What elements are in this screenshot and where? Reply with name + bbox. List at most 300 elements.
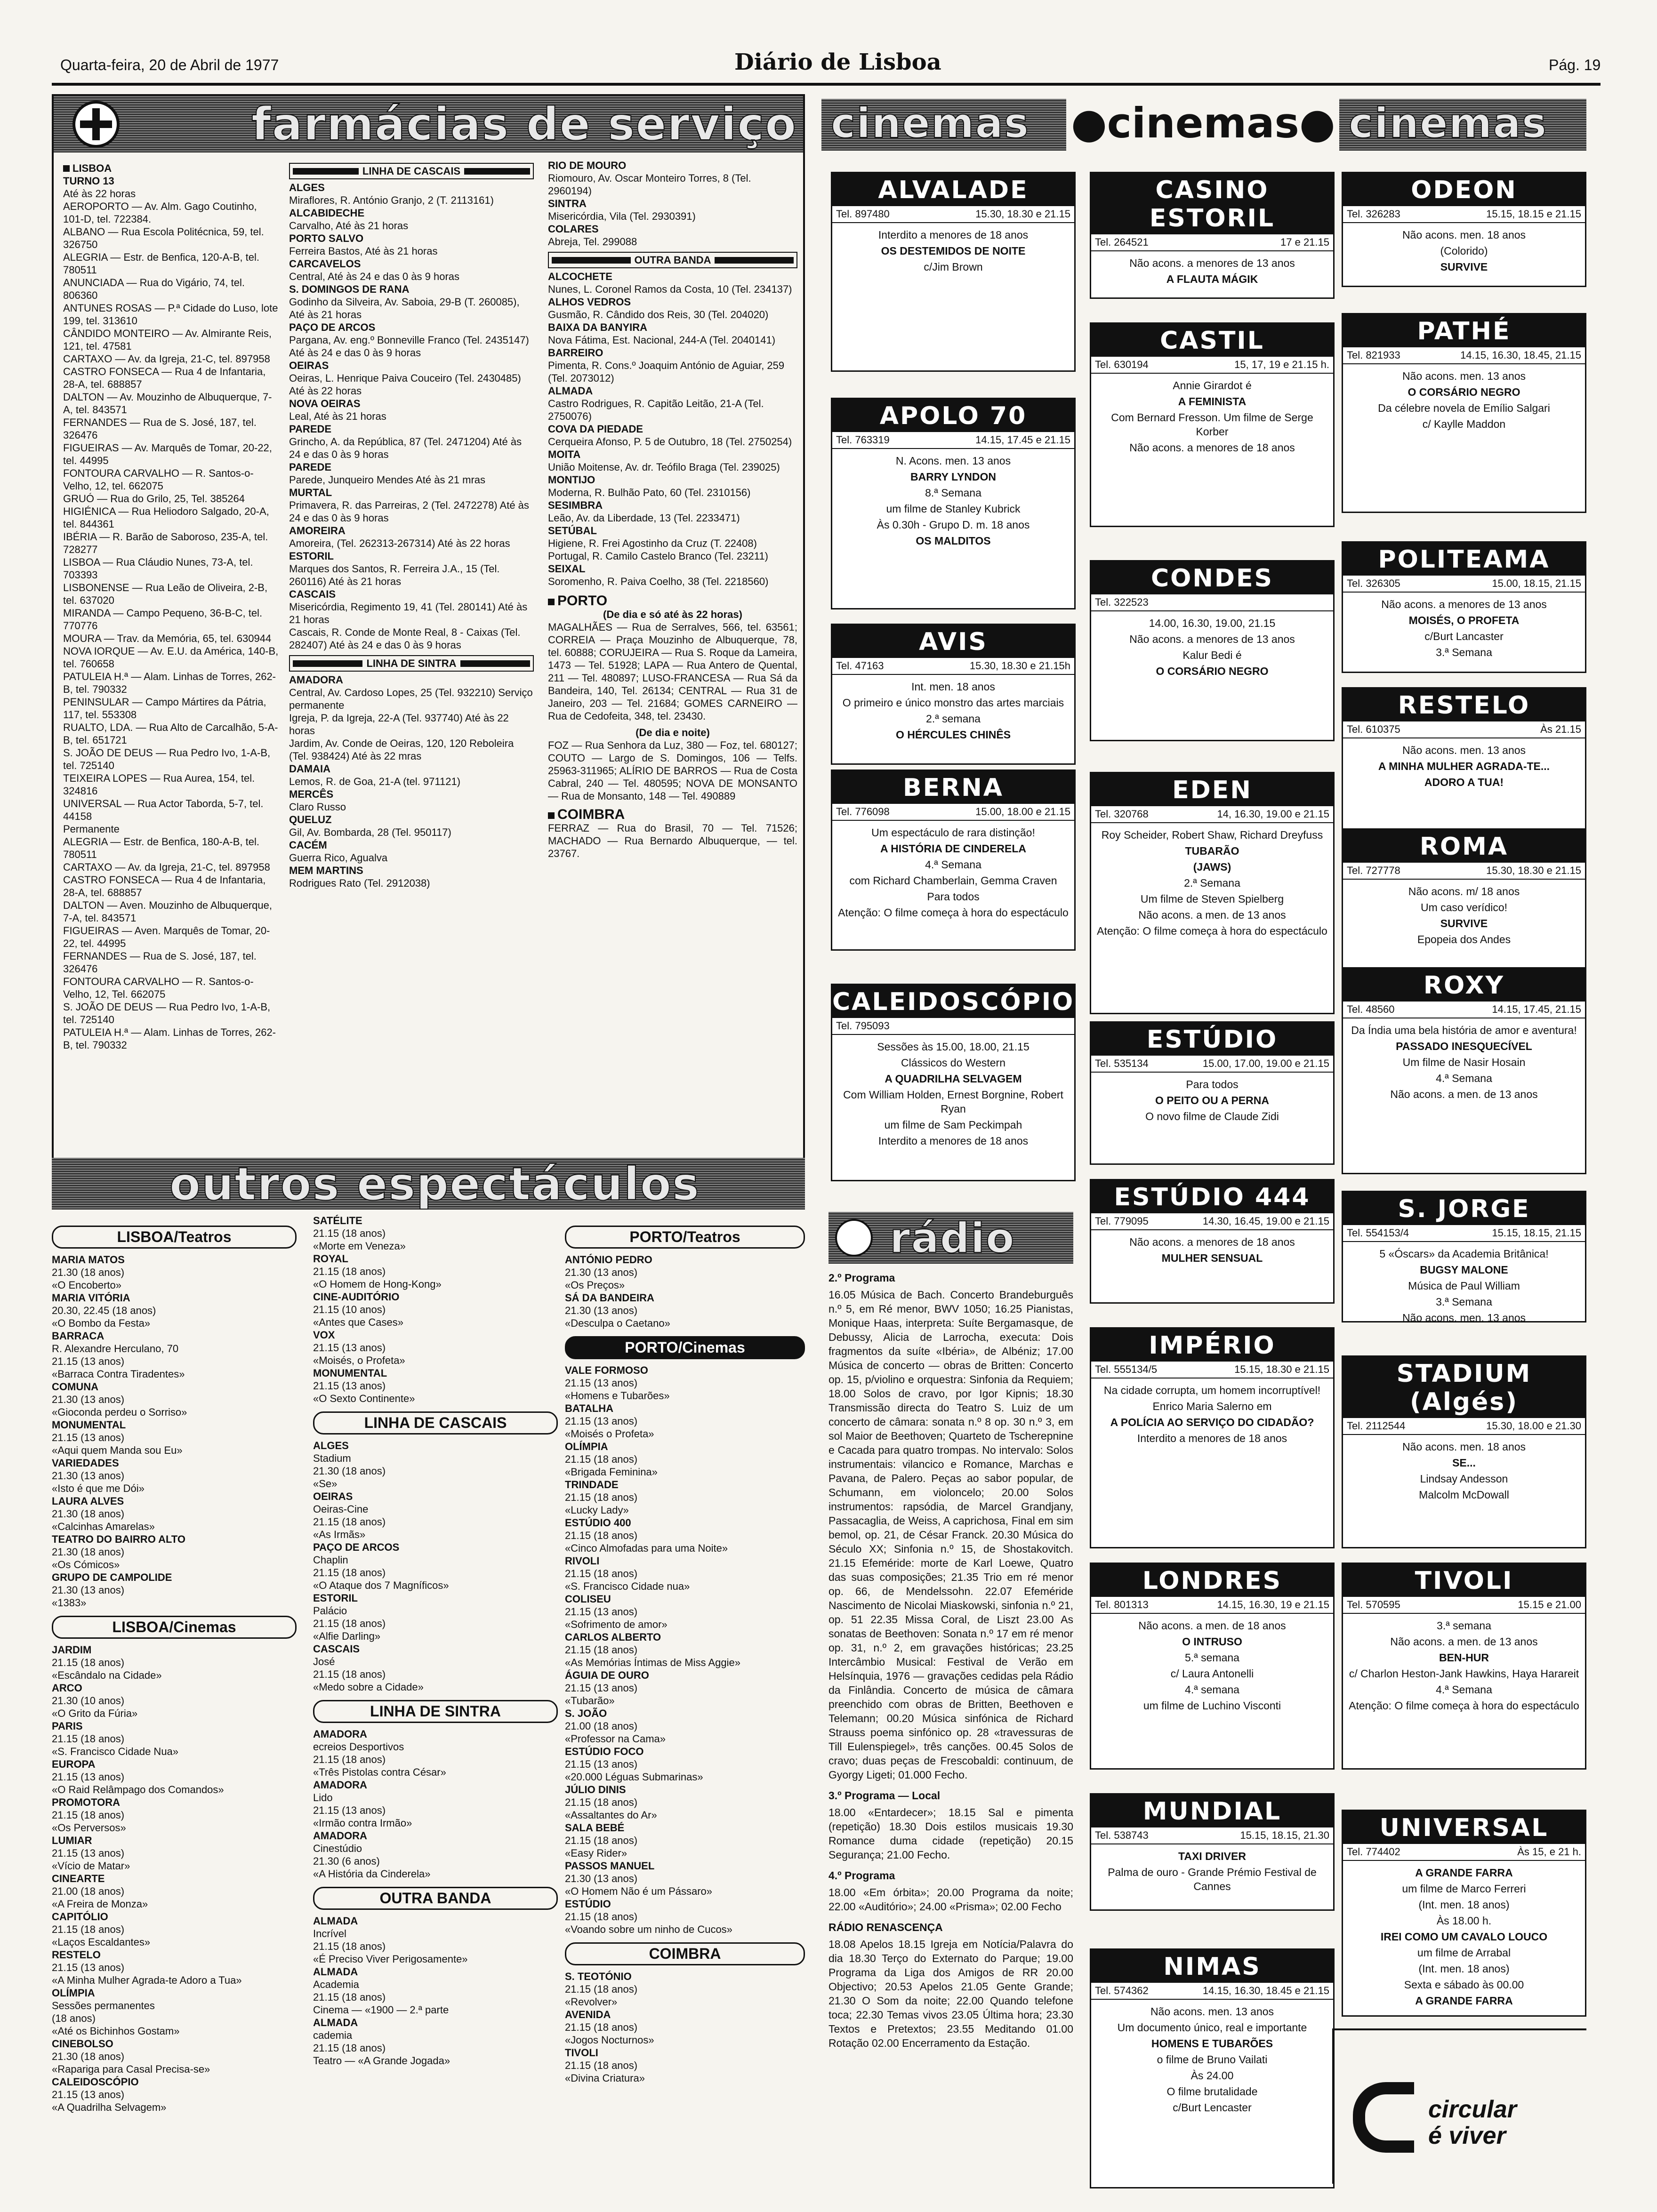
list-item: 21.15 (13 anos): [565, 1377, 638, 1389]
cinema-detail-line: BUGSY MALONE: [1420, 1264, 1508, 1276]
cinema-name: STADIUM (Algés): [1343, 1357, 1585, 1418]
list-item: «Gioconda perdeu o Sorriso»: [52, 1406, 187, 1418]
list-item: SESIMBRA: [548, 499, 603, 511]
list-item: PAÇO DE ARCOS: [289, 321, 376, 333]
cinema-detail-line: Não acons. a men. de 13 anos: [1390, 1088, 1538, 1100]
list-item: «Aqui quem Manda sou Eu»: [52, 1444, 183, 1456]
list-item: 21.15 (13 anos): [52, 1962, 125, 1973]
porto-teatros-header: PORTO/Teatros: [565, 1226, 805, 1249]
cinema-name: ESTÚDIO 444: [1091, 1180, 1333, 1213]
list-item: ecreios Desportivos: [313, 1741, 404, 1753]
cinema-detail-line: c/ Charlon Heston-Jank Hawkins, Haya Harareit: [1349, 1667, 1579, 1680]
cinema-detail-line: A POLÍCIA AO SERVIÇO DO CIDADÃO?: [1110, 1416, 1314, 1428]
list-item: 21.30 (6 anos): [313, 1855, 380, 1867]
list-item: «Easy Rider»: [565, 1847, 627, 1859]
list-item: «Professor na Cama»: [565, 1733, 666, 1745]
list-item: MURTAL: [289, 487, 332, 498]
list-item: TRINDADE: [565, 1479, 619, 1491]
list-item: 21.15 (18 anos): [313, 1516, 386, 1528]
list-item: Abreja, Tel. 299088: [548, 236, 637, 248]
lisboa-teatros-list: [52, 1253, 297, 1609]
cinema-box: [1342, 687, 1586, 833]
list-item: 21.15 (10 anos): [313, 1304, 386, 1315]
cinema-detail-line: Um caso verídico!: [1420, 901, 1508, 914]
list-item: Lemos, R. de Goa, 21-A (tel. 971121): [289, 776, 461, 787]
cinema-name: CASINO ESTORIL: [1091, 173, 1333, 234]
list-item: ESTÚDIO: [565, 1898, 611, 1910]
ad-line-1: circular: [1428, 2096, 1517, 2123]
list-item: VOX: [313, 1329, 335, 1341]
list-item: 21.30 (13 anos): [565, 1266, 638, 1278]
cinema-box: [1342, 1355, 1586, 1548]
list-item: 21.15 (13 anos): [52, 1432, 125, 1443]
cinema-detail-line: Não acons. m/ 18 anos: [1408, 885, 1520, 898]
list-item: S. DOMINGOS DE RANA: [289, 283, 410, 295]
list-item: Lido: [313, 1792, 333, 1803]
cinema-times: 15.00, 18.15, 21.15: [1492, 577, 1581, 589]
list-item: 21.15 (13 anos): [565, 1415, 638, 1427]
list-item: Teatro — «A Grande Jogada»: [313, 2055, 450, 2067]
cinema-times: 14, 16.30, 19.00 e 21.15: [1217, 808, 1329, 820]
list-item: 21.15 (13 anos): [52, 2089, 125, 2100]
list-item: Permanente: [63, 823, 120, 835]
radio-program-4-title: 4.º Programa: [828, 1869, 895, 1882]
issue-date: Quarta-feira, 20 de Abril de 1977: [60, 56, 279, 73]
cinema-times: 14.30, 16.45, 19.00 e 21.15: [1202, 1215, 1329, 1227]
list-item: «Voando sobre um ninho de Cucos»: [565, 1923, 732, 1935]
cinema-phone-row: [1091, 1213, 1333, 1230]
cinema-name: BERNA: [832, 771, 1074, 804]
cinema-detail-line: 2.ª semana: [926, 713, 981, 725]
cinema-detail-line: Não acons. men. 18 anos: [1402, 1441, 1526, 1453]
cinema-times: 14.15, 16.30, 18.45, 21.15: [1460, 349, 1581, 361]
list-item: Sessões permanentes: [52, 2000, 155, 2012]
cinema-detail-line: A FLAUTA MÁGIK: [1166, 273, 1258, 285]
list-item: «Os Perversos»: [52, 1822, 126, 1834]
list-item: 21.15 (18 anos): [565, 1644, 638, 1656]
cinema-detail-line: um filme de Luchino Visconti: [1143, 1699, 1281, 1712]
cinema-detail-line: A HISTÓRIA DE CINDERELA: [880, 842, 1027, 855]
cinemas-banner-right: cinemas: [1349, 99, 1548, 147]
list-item: «A Quadrilha Selvagem»: [52, 2101, 167, 2113]
porto-teatros-list: [565, 1253, 805, 1330]
cinema-detail-line: 5 «Óscars» da Academia Britânica!: [1379, 1248, 1549, 1260]
cinema-detail-line: Kalur Bedi é: [1182, 649, 1242, 661]
cinema-detail-line: Música de Paul William: [1408, 1280, 1520, 1292]
cinema-detail-line: Enrico Maria Salerno em: [1152, 1400, 1272, 1412]
list-item: BARREIRO: [548, 347, 603, 359]
cinema-name: AVIS: [832, 625, 1074, 658]
cinema-detail-line: Não acons. a men. de 13 anos: [1390, 1635, 1538, 1648]
cinema-details: [1343, 1018, 1585, 1106]
list-item: «O Ataque dos 7 Magníficos»: [313, 1579, 449, 1591]
list-item: «Alfie Darling»: [313, 1630, 381, 1642]
cinema-detail-line: OS MALDITOS: [916, 535, 991, 547]
farmacias-col-2: [289, 159, 534, 1176]
list-item: «Medo sobre a Cidade»: [313, 1681, 424, 1693]
cinema-detail-line: Interdito a menores de 18 anos: [878, 229, 1029, 241]
list-item: «Tubarão»: [565, 1695, 615, 1707]
outra-banda-list: [313, 1915, 558, 2067]
list-item: 21.15 (18 anos): [52, 1733, 125, 1745]
cinema-name: TIVOLI: [1343, 1564, 1585, 1597]
list-item: Jardim, Av. Conde de Oeiras, 120, 120 Reboleira (Tel. 938424) Até às 22 mras: [289, 737, 514, 762]
porto-night: (De dia e noite): [635, 727, 710, 738]
list-item: ROYAL: [313, 1253, 348, 1265]
list-item: LISBONENSE — Rua Leão de Oliveira, 2-B, tel. 637020: [63, 582, 268, 606]
cinema-detail-line: Malcolm McDowall: [1419, 1489, 1509, 1501]
list-item: ANUNCIADA — Rua do Vigário, 74, tel. 806360: [63, 277, 245, 301]
list-item: HIGIÉNICA — Rua Heliodoro Salgado, 20-A, tel. 844361: [63, 505, 269, 530]
farmacias-outra-banda-list: [548, 270, 797, 588]
list-item: ALEGRIA — Estr. de Benfica, 120-A-B, tel. 780511: [63, 251, 259, 276]
cinema-detail-line: 2.ª Semana: [1184, 877, 1240, 889]
list-item: «Os Preços»: [565, 1279, 625, 1291]
list-item: «Moisés o Profeta»: [565, 1428, 654, 1440]
list-item: «Brigada Feminina»: [565, 1466, 658, 1478]
list-item: 21.15 (18 anos): [313, 1940, 386, 1952]
list-item: 21.00 (18 anos): [565, 1720, 638, 1732]
cinema-phone-row: [1343, 206, 1585, 223]
lisboa-cinemas-header: LISBOA/Cinemas: [52, 1616, 297, 1639]
cinema-times: 15, 17, 19 e 21.15 h.: [1234, 359, 1329, 370]
cinema-box: [1342, 1191, 1586, 1322]
radio-renascenca: 18.08 Apelos 18.15 Igreja em Notícia/Palavra do dia 18.30 Terço do Externato do Parque; 19.00 Programa da Liga dos Amigos de RR 20.00 Objectivo; 20.53 Apelos 21.05 Gente Grande; 21.30 O Som da noite; 22.00 Quando telefone toca; 22.30 Temas vivos 23.05 Última hora; 23.30 Textos e Pretextos; 23.55 Meditando 01.00 Rotação 02.00 Encerramento da Estação.: [828, 1938, 1073, 2049]
cinema-details: [1091, 823, 1333, 943]
list-item: EUROPA: [52, 1758, 96, 1770]
cinema-detail-line: Não acons. men. 13 anos: [1402, 744, 1526, 756]
list-item: SÁ DA BANDEIRA: [565, 1292, 654, 1304]
cinema-details: [1343, 880, 1585, 951]
list-item: MARIA VITÓRIA: [52, 1292, 130, 1304]
cinema-detail-line: O INTRUSO: [1182, 1635, 1242, 1648]
list-item: AMADORA: [289, 674, 343, 686]
cinema-detail-line: A MINHA MULHER AGRADA-TE...: [1378, 760, 1550, 772]
list-item: 21.15 (18 anos): [565, 1835, 638, 1846]
list-item: Grincho, A. da República, 87 (Tel. 2471204) Até às 24 e das 0 às 9 horas: [289, 436, 522, 460]
list-item: Portugal, R. Camilo Castelo Branco (Tel. 23211): [548, 550, 768, 562]
cinema-box: [1342, 1810, 1586, 2017]
cinema-detail-line: o filme de Bruno Vailati: [1157, 2053, 1268, 2066]
list-item: «S. Francisco Cidade Nua»: [52, 1746, 179, 1757]
list-item: NOVA IORQUE — Av. E.U. da América, 140-B, tel. 760658: [63, 645, 279, 670]
circular-logo-icon: [1353, 2082, 1414, 2153]
cinema-detail-line: 5.ª semana: [1185, 1651, 1239, 1664]
list-item: «O Sexto Continente»: [313, 1393, 415, 1404]
list-item: FIGUEIRAS — Av. Marquês de Tomar, 20-22, tel. 44995: [63, 442, 272, 466]
list-item: 21.30 (13 anos): [565, 1873, 638, 1884]
cinemas-banner-center: cinemas: [1107, 99, 1299, 147]
cinema-phone-row: [1343, 347, 1585, 364]
farmacias-porto-night-list: [548, 739, 797, 802]
list-item: S. TEOTÓNIO: [565, 1971, 632, 1982]
cinema-detail-line: Interdito a menores de 18 anos: [1137, 1432, 1287, 1444]
cinema-phone-row: [832, 1018, 1074, 1035]
square-bullet-icon: [548, 599, 555, 605]
list-item: 21.15 (18 anos): [52, 1923, 125, 1935]
cinema-detail-line: c/Burt Lancaster: [1424, 630, 1504, 642]
radio-icon: [835, 1219, 873, 1257]
list-item: CARLOS ALBERTO: [565, 1631, 661, 1643]
list-item: JÚLIO DINIS: [565, 1784, 626, 1795]
cinema-detail-line: MULHER SENSUAL: [1161, 1252, 1263, 1264]
cinema-detail-line: IREI COMO UM CAVALO LOUCO: [1380, 1931, 1548, 1943]
cinema-tel: Tel. 821933: [1347, 349, 1400, 361]
cinema-times: 15.00, 18.00 e 21.15: [975, 806, 1070, 817]
cinema-times: 15.15 e 21.00: [1518, 1599, 1581, 1611]
list-item: OLÍMPIA: [52, 1987, 95, 1999]
radio-renascenca-title: RÁDIO RENASCENÇA: [828, 1921, 943, 1933]
cinema-tel: Tel. 779095: [1095, 1215, 1149, 1227]
cinema-detail-line: 4.ª semana: [1185, 1683, 1239, 1696]
cinema-detail-line: Às 24.00: [1190, 2069, 1234, 2082]
linha-cascais-list: [313, 1439, 558, 1693]
list-item: ÁGUIA DE OURO: [565, 1669, 649, 1681]
list-item: «O Homem de Hong-Kong»: [313, 1278, 442, 1290]
list-item: OEIRAS: [289, 360, 329, 371]
list-item: Nunes, L. Coronel Ramos da Costa, 10 (Tel. 234137): [548, 283, 792, 295]
cinema-detail-line: TAXI DRIVER: [1178, 1850, 1246, 1862]
list-item: SATÉLITE: [313, 1215, 362, 1226]
list-item: 21.15 (18 anos): [313, 1266, 386, 1277]
list-item: 21.15 (18 anos): [313, 2042, 386, 2054]
list-item: «Antes que Cases»: [313, 1316, 404, 1328]
list-item: 21.00 (18 anos): [52, 1885, 125, 1897]
list-item: Soromenho, R. Paiva Coelho, 38 (Tel. 2218560): [548, 576, 769, 587]
list-item: COLARES: [548, 223, 599, 235]
cinema-tel: Tel. 795093: [836, 1020, 890, 1032]
list-item: SEIXAL: [548, 563, 586, 575]
bullet-dot-icon: ●: [1071, 99, 1107, 147]
list-item: Academia: [313, 1979, 359, 1990]
list-item: 21.15 (18 anos): [52, 1809, 125, 1821]
cinema-times: 15.15, 18.15, 21.30: [1240, 1829, 1329, 1841]
cinema-times: 15.15, 18.15 e 21.15: [1486, 208, 1581, 220]
coimbra-label: COIMBRA: [557, 807, 625, 822]
radio-program-3-title: 3.º Programa — Local: [828, 1789, 941, 1802]
cinema-times: Às 15, e 21 h.: [1517, 1846, 1581, 1858]
list-item: GRUÓ — Rua do Grilo, 25, Tel. 385264: [63, 493, 245, 505]
list-item: «O Raid Relâmpago dos Comandos»: [52, 1784, 224, 1795]
list-item: MOITA: [548, 449, 581, 460]
cinema-detail-line: Um espectáculo de rara distinção!: [871, 826, 1035, 839]
list-item: «Moisés, o Profeta»: [313, 1354, 405, 1366]
cinema-box: [1342, 313, 1586, 513]
list-item: FONTOURA CARVALHO — R. Santos-o-Velho, 12, Tel. 662075: [63, 976, 254, 1000]
radio-program-2: 16.05 Música de Bach. Concerto Brandeburguês n.º 5, em Ré menor, BWV 1050; 16.25 Pianistas, Monique Haas, interpreta: Suíte Bergamasque, de Debussy, Alicia de Larrocha, executa: Dois fragmentos da suíte «Ibéria», de Albéniz; 17.00 Música de concerto — obras de Britten: Concerto op. 15, p/violino e orquestra: Sinfonia da Requiem; 18.00 Solos de cravo, por Igor Kipnis; 18.30 Transmissão directa do Teatro S. Luiz de um concerto de câmara: sonata n.º 8 op. 30 n.º 3, em sol Maior de Beethoven; Quarteto de Tscherepnine e Cacada para quatro trompas. No intervalo: Solos instrumentais: vilancico e Romance, Marchas e Pavana, de Palero. Peças ao sabor popular, de Schumann, em violoncelo; 20.00 Solos instrumentos: rapsódia, de Marcel Grandjany, Passacaglia, de Weiss, A caprichosa, Final em sim bemol, op. 21, de César Franck. 20.30 Música do Século XX; Sinfonia n.º 15, de Shostakovitch. 21.15 Efeméride: morte de Karl Loewe, Quatro das suas composições; 21.35 Trio em ré menor op. 66, de Mendelssohn. 22.07 Efeméride Nascimento de Nicolai Miaskowski, sinfonia n.º 21, op. 51 22.35 Missa Coral, de Liszt 23.00 As sonatas de Beethoven: Sonata n.º 17 em ré menor op. 31, n.º 2, em gravações históricas; 23.25 Intercâmbio Musical: Festival de Verão em Helsínquia, 1976 — gravações cedidas pela Rádio da Finlândia. Concerto de música de câmara preenchido com obras de Britten, Beethoven e Telemann; 00.20 Música sinfónica de Richard Strauss poema sinfónico op. 28 «travessuras de Till Eulenspiegel», três canções. 00.45 Solos de cravo; duas peças de Frescobaldi: continuum, de Gyorgy Ligeti; 01.000 Fecho.: [828, 1289, 1073, 1781]
cinema-tel: Tel. 264521: [1095, 236, 1149, 248]
list-item: Marques dos Santos, R. Ferreira J.A., 15 (Tel. 260116) Até às 21 horas: [289, 563, 500, 587]
cinema-detail-line: Atenção: O filme começa à hora do espectáculo: [1097, 925, 1327, 937]
list-item: 21.15 (18 anos): [565, 1453, 638, 1465]
cinema-phone-row: [1343, 1844, 1585, 1861]
list-item: AMADORA: [313, 1779, 367, 1791]
cinema-detail-line: Às 18.00 h.: [1436, 1915, 1492, 1927]
cinema-detail-line: O CORSÁRIO NEGRO: [1156, 665, 1269, 677]
outra-banda-header: OUTRA BANDA: [548, 252, 797, 268]
list-item: LUMIAR: [52, 1835, 92, 1846]
cinema-detail-line: Não acons. a menores de 18 anos: [1129, 441, 1295, 454]
cinema-details: [1091, 2000, 1333, 2119]
list-item: CASTRO FONSECA — Rua 4 de Infantaria, 28-A, tel. 688857: [63, 874, 266, 898]
list-item: AMOREIRA: [289, 525, 346, 537]
outros-col-3: [565, 1219, 805, 2207]
linha-sintra-pill: LINHA DE SINTRA: [313, 1700, 558, 1723]
list-item: «O Encoberto»: [52, 1279, 121, 1291]
cinema-details: [1343, 1242, 1585, 1322]
cinema-detail-line: OS DESTEMIDOS DE NOITE: [881, 245, 1026, 257]
list-item: RUALTO, LDA. — Rua Alto de Carcalhão, 5-A-B, tel. 651721: [63, 721, 278, 746]
cinema-detail-line: Na cidade corrupta, um homem incorruptível!: [1103, 1384, 1321, 1396]
cinema-detail-line: ADORO A TUA!: [1424, 776, 1504, 788]
list-item: ANTÓNIO PEDRO: [565, 1254, 652, 1266]
list-item: ANTUNES ROSAS — P.ª Cidade do Luso, lote 199, tel. 313610: [63, 302, 278, 327]
list-item: 21.30 (13 anos): [52, 1394, 125, 1405]
cinema-details: [1091, 1378, 1333, 1450]
list-item: MONTIJO: [548, 474, 595, 486]
list-item: Oeiras, L. Henrique Paiva Couceiro (Tel. 2430485) Até às 22 horas: [289, 372, 521, 397]
list-item: R. Alexandre Herculano, 70: [52, 1343, 179, 1354]
square-bullet-icon: [548, 812, 555, 819]
list-item: «A Minha Mulher Agrada-te Adoro a Tua»: [52, 1974, 242, 1986]
list-item: SALA BEBÉ: [565, 1822, 625, 1834]
list-item: PAREDE: [289, 461, 332, 473]
list-item: José: [313, 1656, 335, 1667]
list-item: CASTRO FONSECA — Rua 4 de Infantaria, 28-A, tel. 688857: [63, 366, 266, 390]
list-item: COVA DA PIEDADE: [548, 423, 643, 435]
cinema-details: [832, 821, 1074, 924]
list-item: 21.15 (18 anos): [565, 1983, 638, 1995]
cinema-detail-line: O novo filme de Claude Zidi: [1145, 1110, 1279, 1122]
cinema-detail-line: A FEMINISTA: [1178, 395, 1247, 408]
cinema-times: 15.00, 17.00, 19.00 e 21.15: [1202, 1058, 1329, 1069]
cinema-detail-line: BEN-HUR: [1439, 1651, 1489, 1664]
list-item: Cascais, R. Conde de Monte Real, 8 - Caixas (Tel. 282407) Até às 24 e das 0 às 9 horas: [289, 626, 521, 651]
cinema-times: 17 e 21.15: [1280, 236, 1329, 248]
list-item: «A Freira de Monza»: [52, 1898, 148, 1910]
cinema-phone-row: [1343, 1597, 1585, 1614]
list-item: 21.15 (18 anos): [313, 1754, 386, 1765]
cinema-name: CONDES: [1091, 561, 1333, 594]
cinema-name: EDEN: [1091, 773, 1333, 806]
farmacias-section: [52, 94, 805, 1181]
cinema-details: [832, 675, 1074, 746]
cinema-tel: Tel. 763319: [836, 434, 890, 446]
list-item: «Rapariga para Casal Precisa-se»: [52, 2063, 210, 2075]
cinema-name: RESTELO: [1343, 689, 1585, 721]
list-item: «É Preciso Viver Perigosamente»: [313, 1953, 468, 1965]
cinema-detail-line: Não acons. a menores de 13 anos: [1381, 598, 1547, 610]
list-item: 21.15 (13 anos): [52, 1771, 125, 1783]
list-item: Cinestúdio: [313, 1843, 362, 1854]
lisboa-cinemas-list-2: [313, 1214, 558, 1405]
cinema-name: MUNDIAL: [1091, 1795, 1333, 1827]
outros-banner: [52, 1158, 805, 1210]
cinema-box: [1090, 1793, 1335, 1911]
list-item: Stadium: [313, 1452, 351, 1464]
list-item: S. JOÃO DE DEUS — Rua Pedro Ivo, 1-A-B, tel. 725140: [63, 1001, 271, 1026]
list-item: PARIS: [52, 1720, 83, 1732]
list-item: 21.30 (18 anos): [52, 1546, 125, 1558]
cinema-detail-line: 3.ª Semana: [1436, 1296, 1492, 1308]
list-item: COLISEU: [565, 1593, 611, 1605]
cinema-detail-line: Não acons. men. 13 anos: [1150, 2005, 1274, 2018]
cinema-name: UNIVERSAL: [1343, 1811, 1585, 1844]
cinema-detail-line: Roy Scheider, Robert Shaw, Richard Dreyfuss: [1101, 829, 1323, 841]
cinema-tel: Tel. 801313: [1095, 1599, 1149, 1611]
cinema-detail-line: PASSADO INESQUECÍVEL: [1396, 1040, 1532, 1052]
farmacias-col-1: [63, 159, 280, 1176]
cinema-name: ROMA: [1343, 830, 1585, 863]
cinema-detail-line: SURVIVE: [1440, 917, 1488, 930]
list-item: ALCOCHETE: [548, 271, 612, 282]
list-item: BAIXA DA BANYIRA: [548, 321, 648, 333]
cinema-tel: Tel. 538743: [1095, 1829, 1149, 1841]
cinema-detail-line: (Int. men. 18 anos): [1418, 1963, 1510, 1975]
cinema-phone-row: [1343, 863, 1585, 880]
cinema-box: [1342, 967, 1586, 1174]
list-item: Gil, Av. Bombarda, 28 (Tel. 950117): [289, 826, 451, 838]
cinema-times: 15.30, 18.30 e 21.15h: [969, 660, 1070, 672]
list-item: «Jogos Nocturnos»: [565, 2034, 654, 2046]
list-item: «As Irmãs»: [313, 1529, 366, 1540]
porto-cinemas-list: [565, 1364, 805, 1936]
list-item: Moderna, R. Bulhão Pato, 60 (Tel. 2310156): [548, 487, 751, 498]
list-item: «Assaltantes do Ar»: [565, 1809, 657, 1821]
cinema-details: [1343, 364, 1585, 436]
cinema-phone-row: [1343, 576, 1585, 593]
cinema-phone-row: [1343, 1002, 1585, 1018]
cinema-detail-line: Um filme de Steven Spielberg: [1140, 893, 1284, 905]
cinema-details: [1343, 593, 1585, 664]
list-item: 21.15 (18 anos): [313, 1618, 386, 1629]
list-item: Guerra Rico, Agualva: [289, 852, 388, 864]
cinema-detail-line: O filme brutalidade: [1166, 2085, 1258, 2098]
radio-banner: [828, 1212, 1073, 1264]
cinema-detail-line: 3.ª Semana: [1436, 646, 1492, 658]
list-item: OEIRAS: [313, 1491, 353, 1502]
list-item: VALE FORMOSO: [565, 1364, 648, 1376]
cinema-tel: Tel. 326283: [1347, 208, 1400, 220]
list-item: 21.30 (18 anos): [52, 1266, 125, 1278]
cinema-detail-line: A GRANDE FARRA: [1415, 1995, 1513, 2007]
porto-cinemas-header: PORTO/Cinemas: [565, 1336, 805, 1359]
cinema-detail-line: Annie Girardot é: [1173, 379, 1252, 392]
farmacias-lisboa-list: [63, 175, 280, 1051]
cinema-box: [1090, 772, 1335, 1014]
list-item: BATALHA: [565, 1403, 614, 1414]
list-item: 21.15 (18 anos): [313, 1567, 386, 1579]
list-item: «A História da Cinderela»: [313, 1868, 431, 1880]
list-item: «Vício de Matar»: [52, 1860, 130, 1872]
cinema-tel: Tel. 48560: [1347, 1003, 1395, 1015]
list-item: «O Grito da Fúria»: [52, 1707, 138, 1719]
cinema-name: CASTIL: [1091, 324, 1333, 357]
list-item: CARCAVELOS: [289, 258, 361, 270]
list-item: Ferreira Bastos, Até às 21 horas: [289, 245, 438, 257]
cinema-tel: Tel. 727778: [1347, 865, 1400, 876]
list-item: 21.15 (13 anos): [565, 1606, 638, 1618]
list-item: Central, Av. Cardoso Lopes, 25 (Tel. 932210) Serviço permanente: [289, 687, 533, 711]
cinema-times: 15.15, 18.30 e 21.15: [1234, 1363, 1329, 1375]
cinema-phone-row: [1091, 806, 1333, 823]
cinema-details: [1091, 611, 1333, 683]
farmacias-cascais-list: [289, 181, 534, 651]
cinema-detail-line: um filme de Arrabal: [1417, 1947, 1511, 1959]
cinema-times: 15.15, 18.15, 21.15: [1492, 1227, 1581, 1239]
cinema-tel: Tel. 574362: [1095, 1985, 1149, 1996]
list-item: Pargana, Av. eng.º Bonneville Franco (Tel. 2435147) Até às 24 e das 0 às 9 horas: [289, 334, 529, 359]
